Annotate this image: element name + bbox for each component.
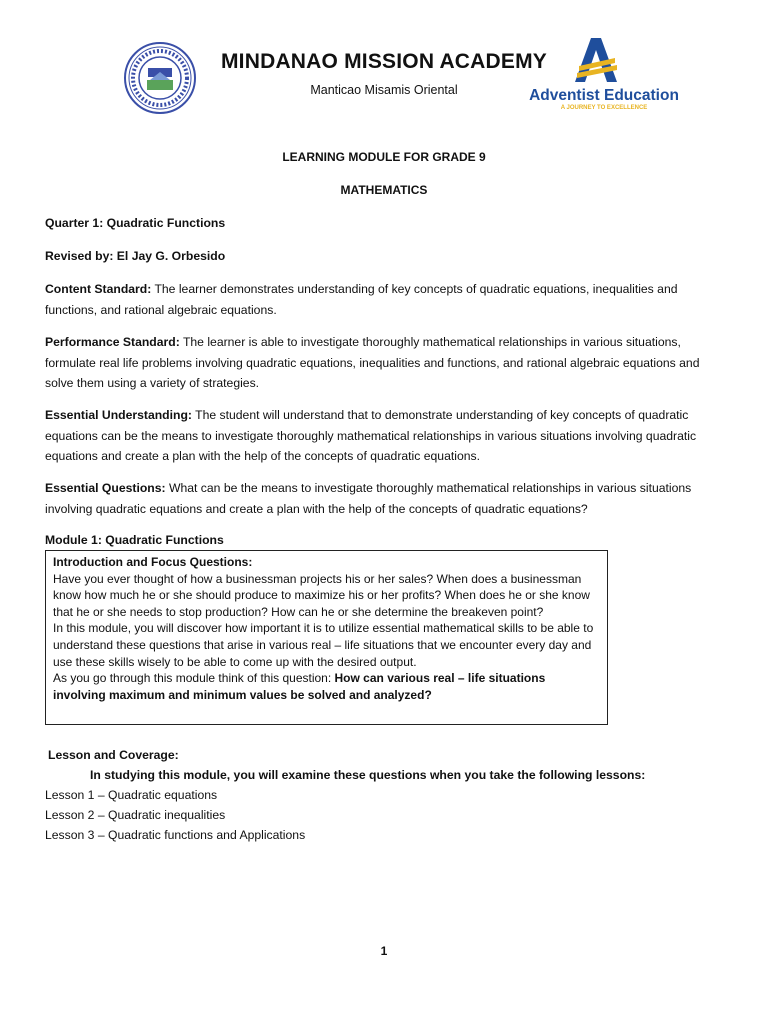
svg-text:Adventist Education: Adventist Education — [529, 87, 679, 104]
svg-text:A JOURNEY TO EXCELLENCE: A JOURNEY TO EXCELLENCE — [560, 105, 648, 111]
module-title: LEARNING MODULE FOR GRADE 9 — [282, 150, 486, 164]
content-standard-text: The learner demonstrates understanding of key concepts of quadratic equations, inequalities and functions, and rational algebraic equations. — [45, 282, 678, 317]
subject-title: MATHEMATICS — [340, 183, 428, 197]
school-address: Manticao Misamis Oriental — [310, 83, 458, 97]
content-standard-label: Content Standard: — [45, 282, 152, 296]
performance-standard-text: The learner is able to investigate thoroughly mathematical relationships in various situations, formulate real life problems involving quadratic equations, inequalities and functions, and rational algebraic equations and solve them using a variety of strategies. — [45, 335, 700, 390]
adventist-education-logo — [519, 36, 689, 114]
essential-understanding — [45, 405, 725, 467]
lesson-coverage-intro: In studying this module, you will examine these questions when you take the following lessons: — [90, 768, 646, 782]
introduction-paragraph-3 — [53, 670, 600, 703]
focus-question-lead: As you go through this module think of this question: — [53, 671, 335, 686]
lesson-coverage-heading: Lesson and Coverage: — [48, 748, 179, 762]
module-heading: Module 1: Quadratic Functions — [45, 533, 224, 547]
introduction-box — [45, 550, 608, 725]
lesson-item-2: Lesson 2 – Quadratic inequalities — [45, 808, 226, 822]
quarter-heading: Quarter 1: Quadratic Functions — [45, 216, 226, 230]
introduction-heading: Introduction and Focus Questions: — [53, 555, 253, 569]
essential-questions-label: Essential Questions: — [45, 481, 166, 495]
essential-understanding-text: The student will understand that to demonstrate understanding of key concepts of quadratic equations can be the means to investigate thoroughly mathematical relationships in various situations involving quadratic equations and create a plan with the help of the concepts of quadratic equations. — [45, 408, 697, 463]
performance-standard — [45, 332, 725, 394]
page-number: 1 — [380, 944, 388, 958]
revised-by: Revised by: El Jay G. Orbesido — [45, 249, 226, 263]
introduction-paragraph-2: In this module, you will discover how important it is to utilize essential mathematical skills to be able to understand these questions that arise in various real – life situations that we encounter every day and use these skills wisely to be able to come up with the desired output. — [53, 621, 594, 669]
essential-questions — [45, 478, 725, 519]
introduction-paragraph-1: Have you ever thought of how a businessman projects his or her sales? When does a businessman know how much he or she should produce to maximize his or her profits? When does he or she know that he or she needs to stop production? How can he or she determine the breakeven point? — [53, 571, 590, 619]
focus-question: How can various real – life situations involving maximum and minimum values be solved and analyzed? — [53, 671, 546, 702]
lesson-item-1: Lesson 1 – Quadratic equations — [45, 788, 218, 802]
essential-understanding-label: Essential Understanding: — [45, 408, 192, 422]
performance-standard-label: Performance Standard: — [45, 335, 180, 349]
essential-questions-text: What can be the means to investigate thoroughly mathematical relationships in various situations involving quadratic equations and create a plan with the help of the concepts of quadratic equations? — [45, 481, 692, 516]
school-name: MINDANAO MISSION ACADEMY — [220, 50, 548, 73]
content-standard — [45, 279, 725, 320]
lesson-item-3: Lesson 3 – Quadratic functions and Applications — [45, 828, 306, 842]
